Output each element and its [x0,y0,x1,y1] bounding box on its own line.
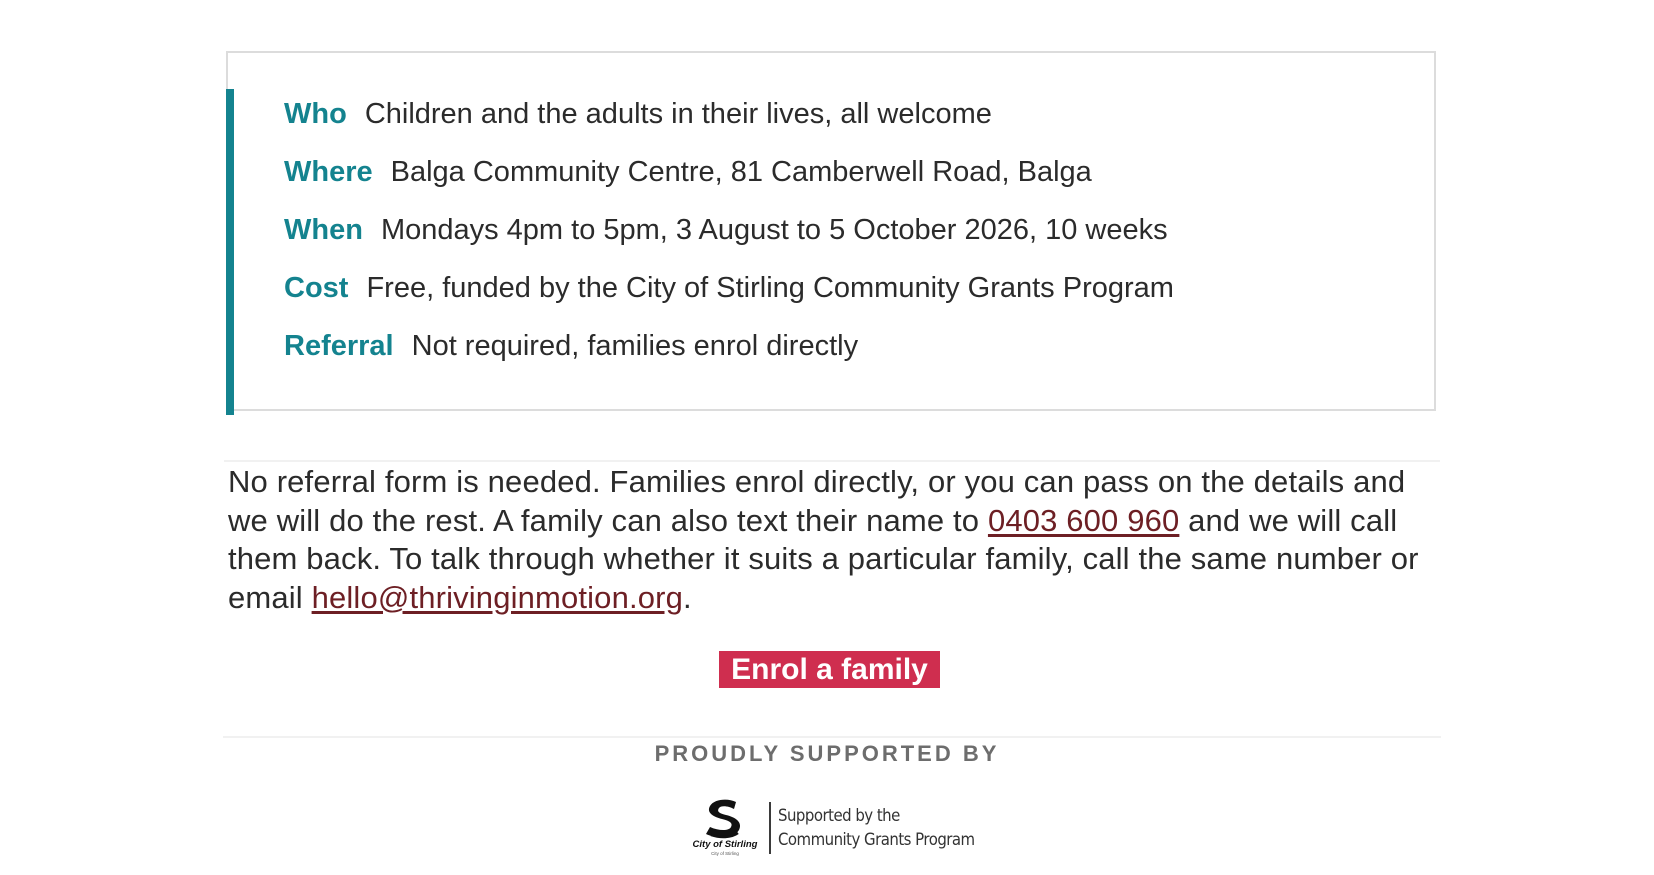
logo-subtext: City of Stirling [711,851,739,856]
details-value: Children and the adults in their lives, all welcome [364,98,992,130]
logo-divider [769,802,771,854]
logo-caption-line: Community Grants Program [778,830,975,850]
details-label: Referral [284,330,394,362]
logo-caption [778,804,975,852]
paragraph-text: No referral form is needed. Families enrol directly, or you can pass on the details and we will do the rest. A family can also text their name to [228,464,1406,538]
details-value: Not required, families enrol directly [411,330,859,362]
enrol-family-button[interactable]: Enrol a family [719,651,940,688]
phone-link[interactable]: 0403 600 960 [987,502,1180,538]
details-row-cost [284,271,1174,329]
details-label: When [284,214,363,246]
details-value: Mondays 4pm to 5pm, 3 August to 5 October 2026, 10 weeks [380,214,1168,246]
paragraph-text: and we will call them back. To talk through whether it suits a particular family, call the same number or email [228,502,1419,615]
support-heading: PROUDLY SUPPORTED BY [654,741,1000,766]
details-row-when [284,213,1174,271]
details-row-who [284,97,1174,155]
details-card [226,51,1436,411]
email-link[interactable]: hello@thrivinginmotion.org [311,579,683,615]
footer-divider [223,736,1441,738]
city-of-stirling-logo-icon [688,798,762,858]
details-label: Who [284,98,347,130]
details-value: Free, funded by the City of Stirling Community Grants Program [366,272,1174,304]
details-label: Cost [284,272,349,304]
paragraph-text: . [682,579,692,615]
details-row-referral [284,329,1174,387]
section-divider [224,460,1440,462]
logo-text: City of Stirling [692,839,758,850]
details-value: Balga Community Centre, 81 Camberwell Road, Balga [390,156,1092,188]
details-row-where [284,155,1174,213]
details-accent-bar [226,89,234,415]
enrolment-info-paragraph [228,463,1448,617]
details-list [284,97,1174,387]
details-label: Where [284,156,373,188]
sponsor-logo [688,798,978,858]
logo-caption-line: Supported by the [778,806,900,826]
